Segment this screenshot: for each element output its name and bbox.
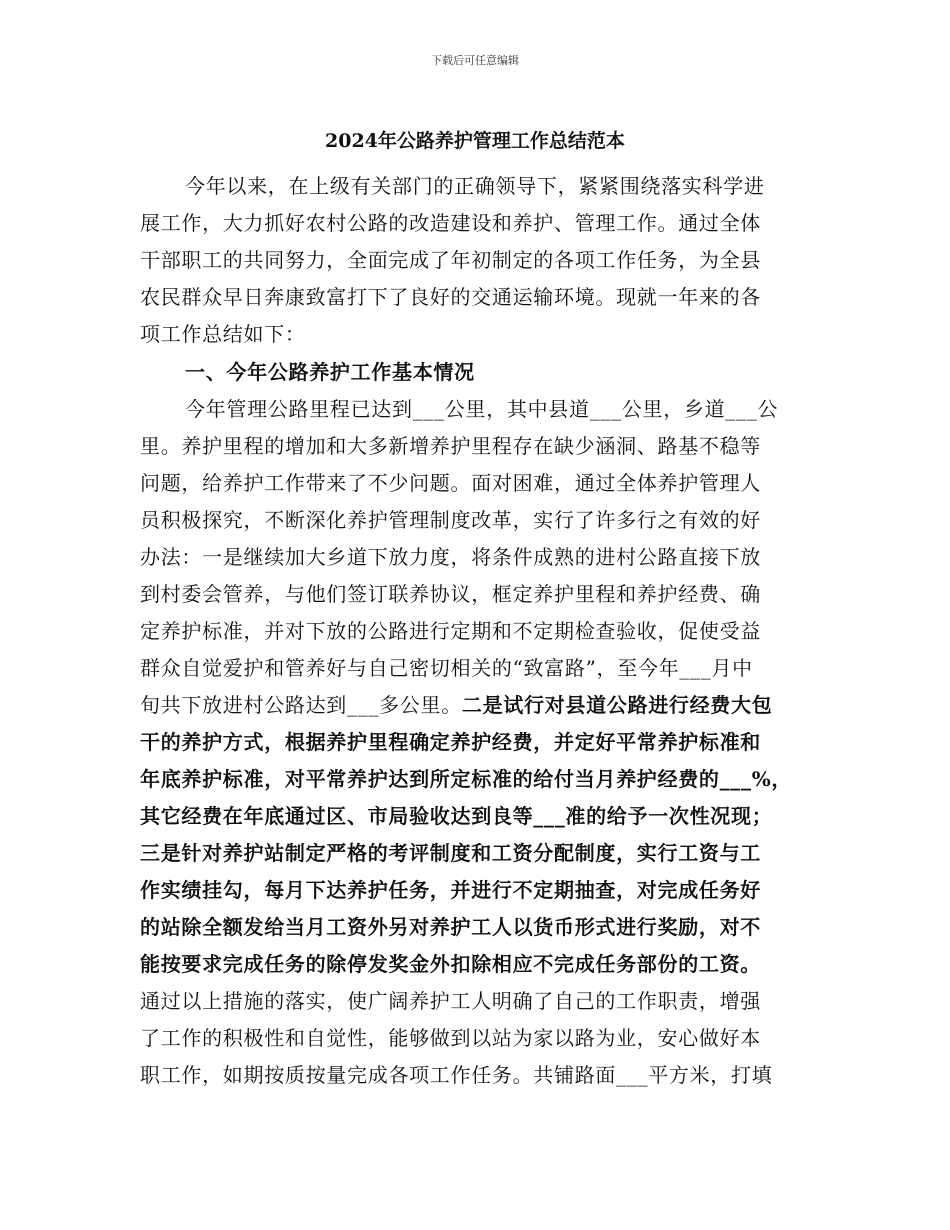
paragraph-line: 今年以来，在上级有关部门的正确领导下，紧紧围绕落实科学进 — [185, 174, 765, 198]
bold-paragraph-line: 的站除全额发给当月工资外另对养护工人以货币形式进行奖励，对不 — [140, 915, 761, 939]
paragraph-line: 里。养护里程的增加和大多新增养护里程存在缺少涵洞、路基不稳等 — [140, 434, 761, 458]
paragraph-line: 定养护标准，并对下放的公路进行定期和不定期检查验收，促使受益 — [140, 619, 761, 643]
paragraph-line: 干部职工的共同努力，全面完成了年初制定的各项工作任务，为全县 — [140, 248, 761, 272]
paragraph-line: 通过以上措施的落实，使广阔养护工人明确了自己的工作职责，增强 — [140, 989, 761, 1013]
paragraph-line-mixed — [140, 691, 772, 719]
paragraph-line: 展工作，大力抓好农村公路的改造建设和养护、管理工作。通过全体 — [140, 211, 761, 235]
bold-paragraph-line: 年底养护标准，对平常养护达到所定标准的给付当月养护经费的___%， — [140, 767, 793, 791]
document-title: 2024年公路养护管理工作总结范本 — [325, 130, 625, 152]
paragraph-line: 办法：一是继续加大乡道下放力度，将条件成熟的进村公路直接下放 — [140, 545, 761, 569]
paragraph-line: 了工作的积极性和自觉性，能够做到以站为家以路为业，安心做好本 — [140, 1026, 761, 1050]
paragraph-line: 员积极探究，不断深化养护管理制度改革，实行了许多行之有效的好 — [140, 508, 761, 532]
bold-paragraph-line: 三是针对养护站制定严格的考评制度和工资分配制度，实行工资与工 — [140, 841, 761, 865]
paragraph-line: 今年管理公路里程已达到___公里，其中县道___公里，乡道___公 — [185, 397, 779, 421]
paragraph-line: 项工作总结如下： — [140, 322, 306, 346]
bold-segment: 二是试行对县道公路进行经费大包 — [461, 693, 773, 717]
section-heading: 一、今年公路养护工作基本情况 — [185, 360, 475, 384]
paragraph-line: 到村委会管养，与他们签订联养协议，框定养护里程和养护经费、确 — [140, 582, 761, 606]
paragraph-line: 问题，给养护工作带来了不少问题。面对困难，通过全体养护管理人 — [140, 471, 761, 495]
bold-paragraph-line: 能按要求完成任务的除停发奖金外扣除相应不完成任务部份的工资。 — [140, 952, 761, 976]
bold-paragraph-line: 作实绩挂勾，每月下达养护任务，并进行不定期抽查，对完成任务好 — [140, 878, 761, 902]
page-header-note: 下载后可任意编辑 — [431, 54, 519, 67]
paragraph-line: 职工作，如期按质按量完成各项工作任务。共铺路面___平方米，打填 — [140, 1063, 773, 1087]
plain-segment: 旬共下放进村公路达到___多公里。 — [140, 693, 462, 717]
bold-paragraph-line: 干的养护方式，根据养护里程确定养护经费，并定好平常养护标准和 — [140, 730, 761, 754]
paragraph-line: 农民群众早日奔康致富打下了良好的交通运输环境。现就一年来的各 — [140, 285, 761, 309]
bold-paragraph-line: 其它经费在年底通过区、市局验收达到良等___准的给予一次性况现； — [140, 804, 773, 828]
paragraph-line: 群众自觉爱护和管养好与自己密切相关的“致富路”，至今年___月中 — [140, 656, 753, 680]
